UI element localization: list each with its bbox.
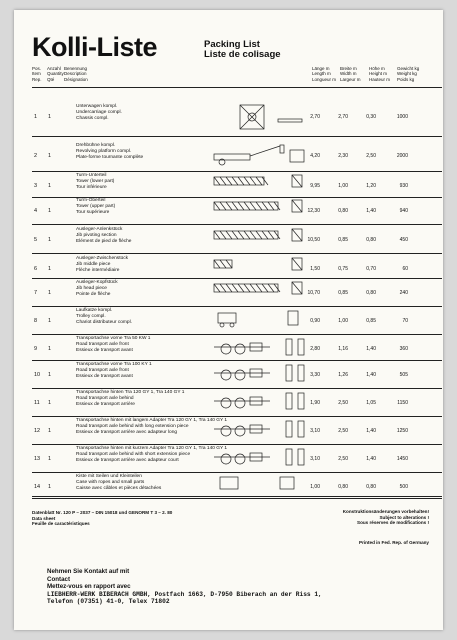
description-line: Chariot distributeur compl. (76, 320, 132, 325)
description-line: Ausleger-Zwischenstück (76, 256, 128, 261)
item-drawing (210, 361, 310, 387)
row-rule (32, 253, 442, 254)
description-line: Pointe de flèche (76, 292, 111, 297)
alterations-note (299, 509, 429, 526)
contact-line: Nehmen Sie Kontakt auf mit (47, 568, 130, 575)
row-rule (32, 496, 442, 497)
item-drawing (210, 226, 310, 252)
item-quantity: 1 (48, 237, 52, 243)
item-quantity: 1 (48, 372, 52, 378)
description-line: Road transport axle front (76, 342, 129, 347)
item-drawing (210, 279, 310, 305)
item-position: 13 (34, 456, 41, 462)
item-width: 1,00 (338, 318, 348, 324)
item-drawing (210, 473, 310, 495)
item-drawing (210, 142, 310, 170)
item-height: 0,85 (366, 318, 376, 324)
printed-note: Printed in Fed. Rep. of Germany (359, 540, 429, 545)
item-weight: 450 (399, 237, 408, 243)
item-weight: 240 (399, 290, 408, 296)
item-position: 9 (34, 346, 38, 352)
item-width: 1,00 (338, 183, 348, 189)
item-drawing (210, 389, 310, 415)
item-height: 0,80 (366, 484, 376, 490)
item-height: 0,70 (366, 266, 376, 272)
header-label: Item (32, 71, 41, 77)
item-position: 11 (34, 400, 40, 406)
header-label: Anzahl (47, 66, 61, 71)
item-position: 6 (34, 266, 38, 272)
item-drawing (210, 197, 310, 223)
item-quantity: 1 (48, 208, 52, 214)
description-line: Jib pivoting section (76, 233, 117, 238)
header-label: Höhe m (369, 66, 385, 71)
description-line: Unterwagen kompl. (76, 104, 118, 109)
header-label: Longueur m (312, 76, 337, 82)
item-length: 4,20 (310, 153, 320, 159)
item-quantity: 1 (48, 266, 52, 272)
item-height: 1,20 (366, 183, 376, 189)
item-length: 1,90 (310, 400, 320, 406)
item-width: 2,50 (338, 400, 348, 406)
header-label: Largeur m (340, 76, 361, 82)
item-weight: 1000 (396, 114, 408, 120)
item-width: 0,85 (338, 290, 348, 296)
item-quantity: 1 (48, 428, 52, 434)
description-line: Jib head piece (76, 286, 107, 291)
item-width: 0,80 (338, 208, 348, 214)
description-line: Elément de pied de flèche (76, 239, 132, 244)
item-drawing (210, 307, 310, 333)
contact-block (47, 568, 322, 606)
item-height: 1,40 (366, 208, 376, 214)
description-line: Essieux de transport avant (76, 374, 133, 379)
description-line: Flèche intermédiaire (76, 268, 120, 273)
description-line: Caisse avec câbles et pièces détachées (76, 486, 162, 491)
item-drawing (210, 255, 310, 277)
description-line: Case with ropes and small parts (76, 480, 145, 485)
table-end-rule (32, 498, 442, 499)
header-label: Breite m (340, 66, 357, 71)
description-line: Turm-Oberteil (76, 198, 106, 203)
description-line: Drehbühne kompl. (76, 143, 116, 148)
item-length: 1,00 (310, 484, 320, 490)
item-length: 10,70 (307, 290, 320, 296)
item-width: 0,85 (338, 237, 348, 243)
datasheet-note (32, 510, 172, 527)
item-length: 3,10 (310, 456, 320, 462)
item-height: 1,40 (366, 456, 376, 462)
description-line: Revolving platform compl. (76, 149, 132, 154)
item-position: 10 (34, 372, 41, 378)
item-length: 12,30 (307, 208, 320, 214)
header-label: Hauteur m (369, 76, 391, 82)
item-weight: 1450 (396, 456, 408, 462)
row-rule (32, 136, 442, 137)
description-line: Ausleger-Anlenkstück (76, 227, 123, 232)
description-line: Essieux de transport arrière avec adapteur long (76, 430, 178, 435)
item-weight: 505 (399, 372, 408, 378)
datasheet-line: Datenblatt Nr. 120 P – 2037 – DIN 15018 und GENORM T 3 – 2. 80 (32, 510, 173, 515)
item-height: 0,80 (366, 290, 376, 296)
item-drawing (210, 103, 310, 135)
description-line: Road transport axle behind with short extension piece (76, 452, 191, 457)
header-rule (32, 87, 442, 88)
item-width: 2,50 (338, 456, 348, 462)
description-line: Transportachse hinten mit kurzem Adapter Tra 120 GY 1, Tra 140 GY 1 (76, 446, 228, 451)
item-width: 1,26 (338, 372, 348, 378)
description-line: Tower (lower part) (76, 179, 115, 184)
description-line: Laufkatze kompl. (76, 308, 113, 313)
item-height: 1,40 (366, 372, 376, 378)
item-drawing (210, 417, 310, 443)
item-weight: 930 (399, 183, 408, 189)
header-label: Weight kg (397, 71, 417, 77)
packing-list-sheet (14, 10, 443, 630)
description-line: Trolley compl. (76, 314, 106, 319)
contact-address: LIEBHERR-WERK BIBERACH GMBH, Postfach 1663, D-7950 Biberach an der Riss 1, (47, 590, 322, 598)
item-height: 1,40 (366, 346, 376, 352)
contact-line: Mettez-vous en rapport avec (47, 583, 131, 591)
item-position: 1 (34, 114, 38, 120)
row-rule (32, 224, 442, 225)
item-length: 2,70 (310, 114, 320, 120)
item-width: 2,30 (338, 153, 348, 159)
item-length: 10,50 (307, 237, 320, 243)
description-line: Turm-Unterteil (76, 173, 107, 178)
datasheet-line: Feuille de caractéristiques (32, 521, 90, 527)
item-drawing (210, 172, 310, 196)
header-label: Benennung (64, 66, 88, 71)
item-width: 1,16 (338, 346, 348, 352)
item-width: 0,80 (338, 484, 348, 490)
description-line: Road transport axle front (76, 368, 129, 373)
item-length: 2,80 (310, 346, 320, 352)
contact-line: Contact (47, 575, 71, 583)
item-position: 7 (34, 290, 38, 296)
item-position: 14 (34, 484, 41, 490)
header-label: Poids kg (397, 76, 415, 82)
item-weight: 360 (399, 346, 408, 352)
item-position: 8 (34, 318, 38, 324)
item-height: 1,05 (366, 400, 376, 406)
description-line: Essieux de transport arrière avec adapteur court (76, 458, 179, 463)
item-quantity: 1 (48, 400, 52, 406)
header-label: Description (64, 71, 87, 77)
description-line: Tour supérieure (76, 210, 110, 215)
item-quantity: 1 (48, 346, 52, 352)
subtitle-fr: Liste de colisage (204, 49, 281, 60)
description-line: Chassis compl. (76, 116, 109, 121)
header-label: Länge m (312, 66, 330, 71)
description-line: Essieux de transport avant (76, 348, 133, 353)
item-quantity: 1 (48, 114, 52, 120)
header-label: Height m (369, 71, 388, 77)
item-quantity: 1 (48, 153, 52, 159)
description-line: Transportachse hinten mit langem Adapter Tra 120 GY 1, Tra 140 GY 1 (76, 418, 228, 423)
header-label: Gewicht kg (397, 66, 420, 71)
item-height: 2,50 (366, 153, 376, 159)
item-quantity: 1 (48, 318, 52, 324)
subtitle-en: Packing List (204, 39, 260, 50)
item-quantity: 1 (48, 456, 52, 462)
description-line: Road transport axle behind (76, 396, 134, 401)
header-label: Width m (340, 71, 357, 77)
item-quantity: 1 (48, 484, 52, 490)
item-height: 1,40 (366, 428, 376, 434)
item-position: 2 (34, 153, 38, 159)
description-line: Essieux de transport arrière (76, 402, 135, 407)
item-width: 2,70 (338, 114, 348, 120)
header-label: Rep. (32, 76, 42, 82)
description-line: Tour inférieure (76, 185, 107, 190)
description-line: Undercarriage compl. (76, 110, 122, 115)
header-label: Pos. (32, 66, 42, 71)
header-label: Quantity (47, 71, 64, 77)
alterations-line: Sous réserves de modifications ! (357, 520, 429, 526)
item-length: 1,50 (310, 266, 320, 272)
description-line: Transportachse hinten Tra 120 GY 1, Tra 140 GY 1 (76, 390, 185, 395)
description-line: Road transport axle behind with long extension piece (76, 424, 189, 429)
item-weight: 2000 (396, 153, 408, 159)
item-position: 4 (34, 208, 38, 214)
item-position: 3 (34, 183, 38, 189)
item-weight: 940 (399, 208, 408, 214)
description-line: Ausleger-Kopfstück (76, 280, 118, 285)
item-weight: 1250 (396, 428, 408, 434)
description-line: Plate-forme tournante complète (76, 155, 144, 160)
contact-phone: Telefon (07351) 41-0, Telex 71802 (47, 598, 170, 606)
item-weight: 70 (402, 318, 408, 324)
description-line: Kiste mit Seilen und Kleinteilen (76, 474, 142, 479)
item-quantity: 1 (48, 290, 52, 296)
item-weight: 60 (402, 266, 408, 272)
description-line: Transportachse vorne Tra 50 KW 1 (76, 336, 151, 341)
description-line: Tower (upper part) (76, 204, 116, 209)
item-length: 3,30 (310, 372, 320, 378)
header-label: Désignation (64, 76, 88, 82)
alterations-line: Subject to alterations ! (379, 514, 429, 520)
item-height: 0,80 (366, 237, 376, 243)
header-label: Length m (312, 71, 331, 77)
item-height: 0,30 (366, 114, 376, 120)
alterations-line: Konstruktionsänderungen vorbehalten! (342, 509, 429, 514)
description-line: Jib middle piece (76, 262, 111, 267)
datasheet-line: Data sheet (32, 515, 56, 521)
item-weight: 1150 (397, 400, 408, 406)
item-length: 0,90 (310, 318, 320, 324)
header-label: Qté (47, 76, 55, 82)
item-width: 2,50 (338, 428, 348, 434)
item-weight: 500 (399, 484, 408, 490)
item-drawing (210, 335, 310, 359)
item-quantity: 1 (48, 183, 52, 189)
document-title: Kolli-Liste (32, 32, 158, 62)
item-length: 3,10 (310, 428, 320, 434)
item-width: 0,75 (338, 266, 348, 272)
item-drawing (210, 445, 310, 471)
item-length: 9,95 (310, 183, 320, 189)
item-position: 5 (34, 237, 38, 243)
description-line: Transportachse vorne Tra 100 KY 1 (76, 362, 152, 367)
item-position: 12 (34, 428, 41, 434)
